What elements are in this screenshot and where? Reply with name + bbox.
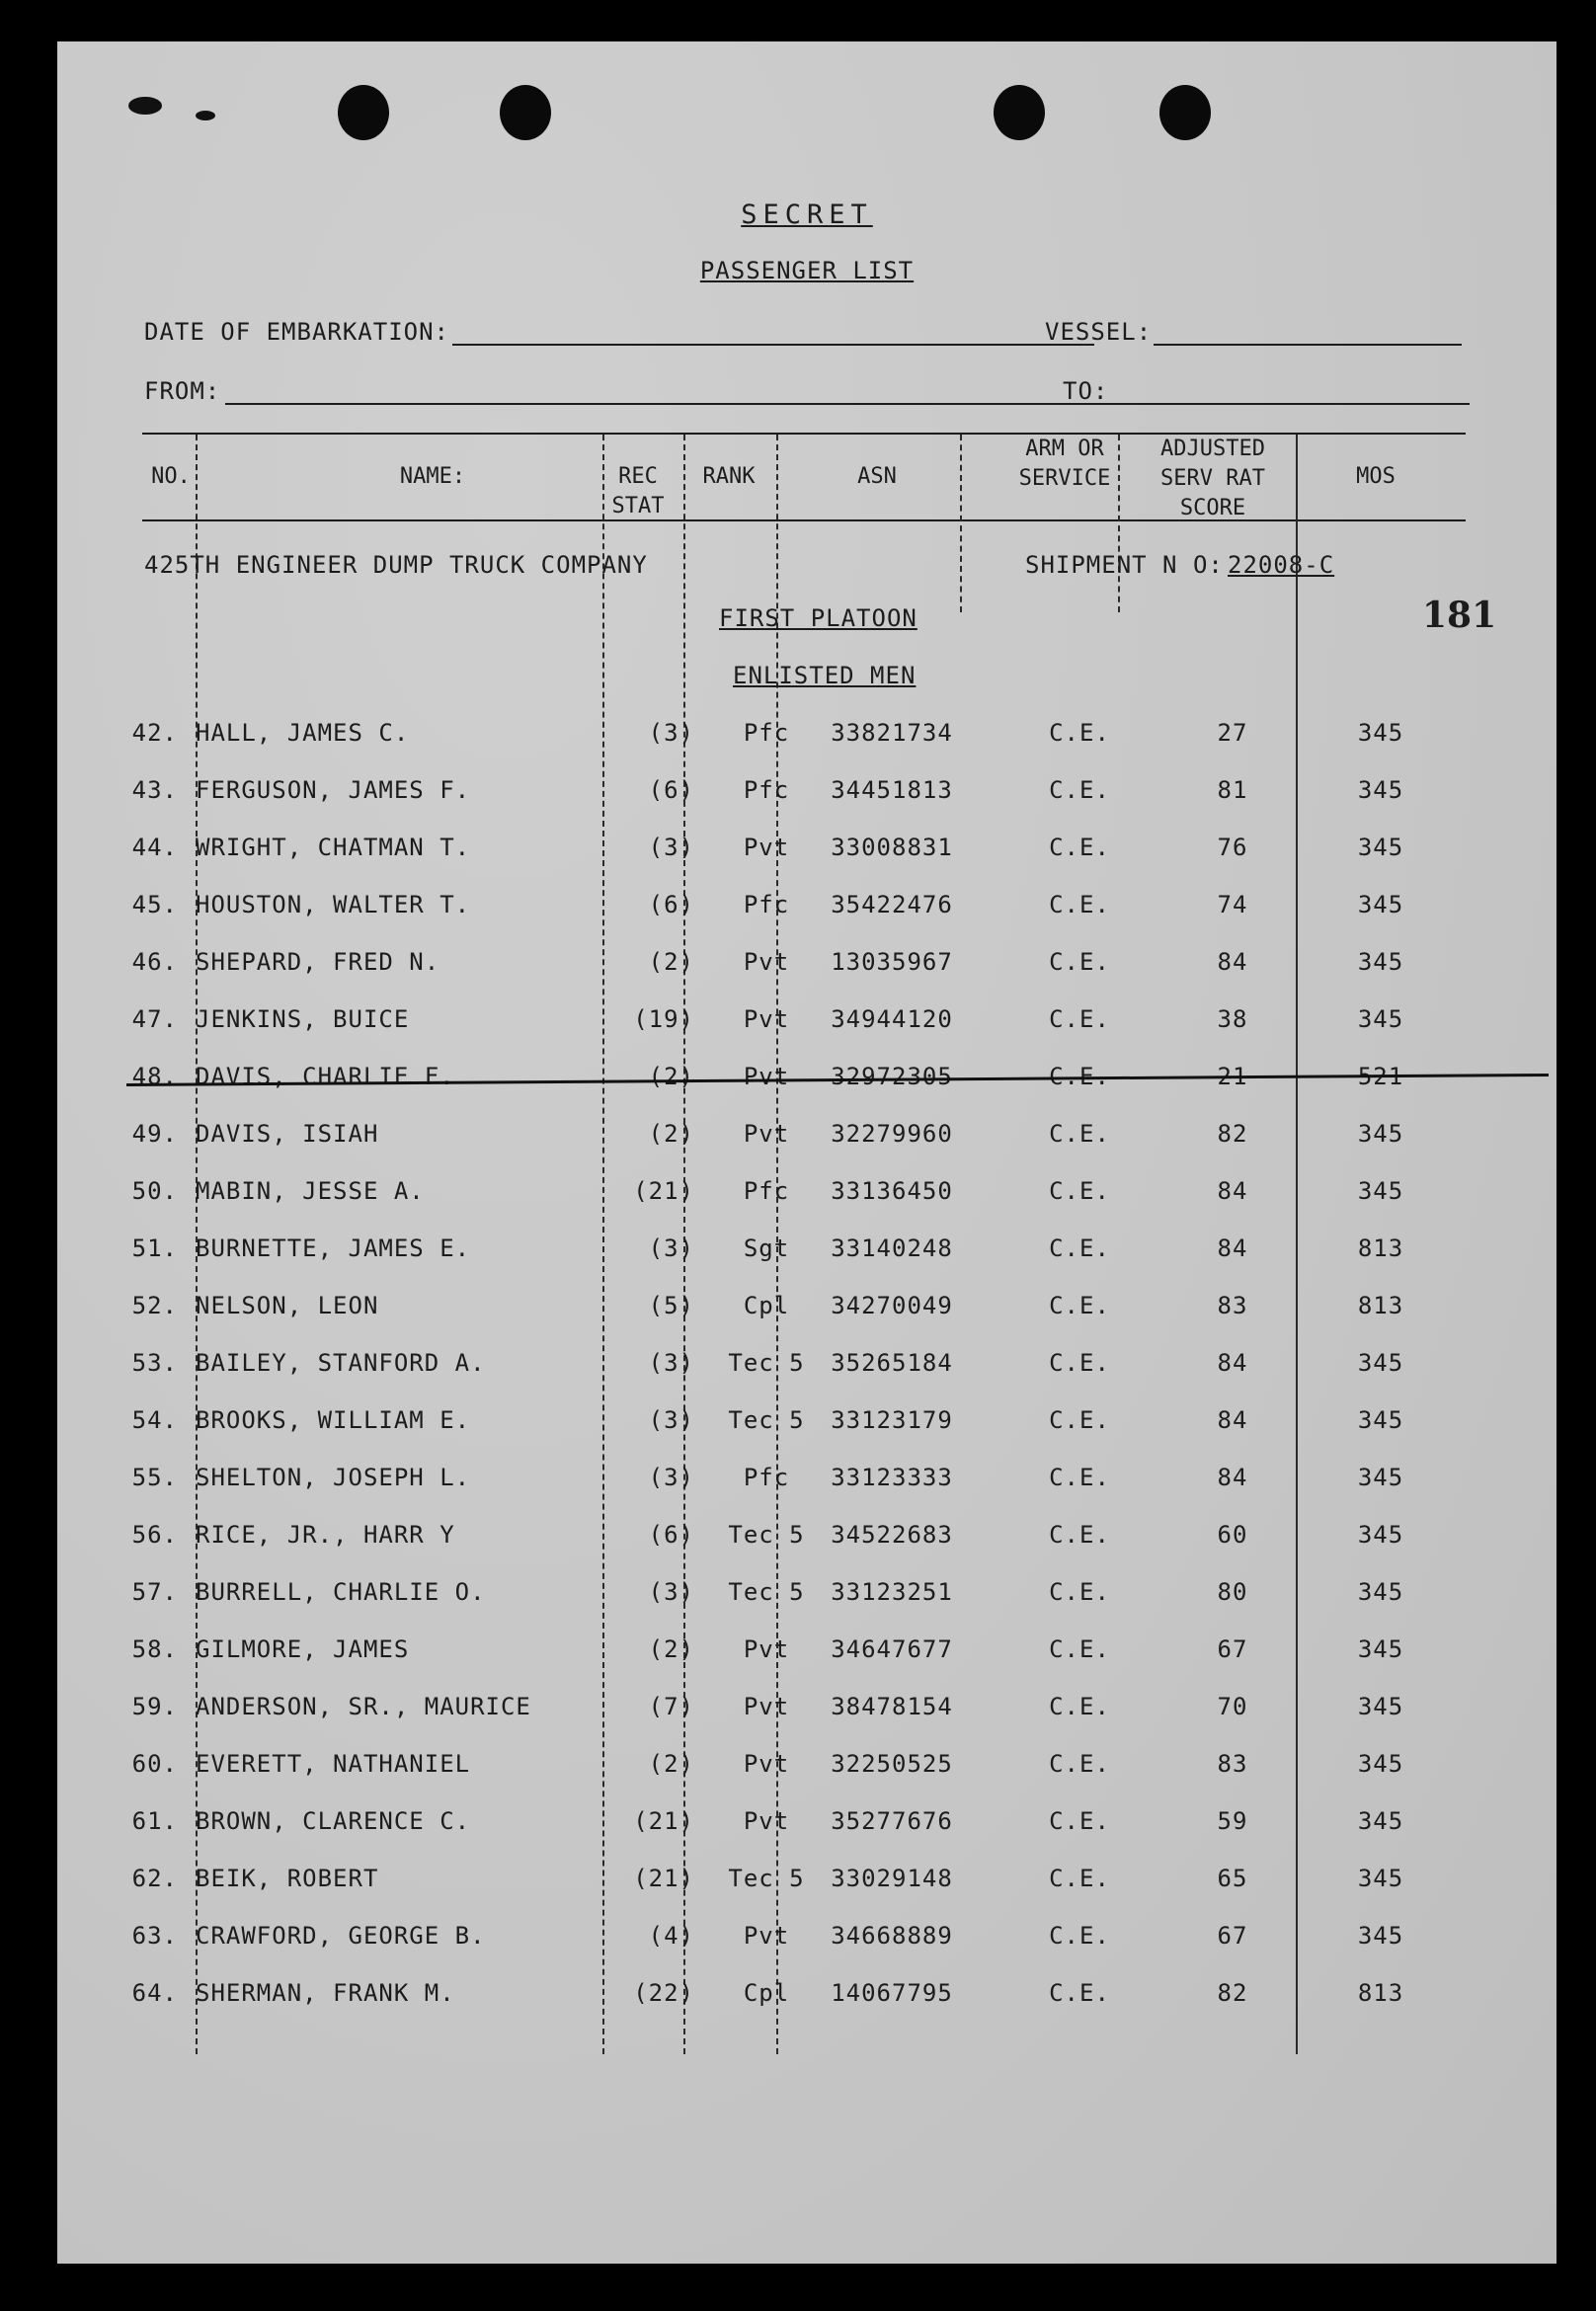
cell-rank: Tec 5: [728, 1406, 805, 1434]
table-row: [57, 1865, 1556, 1904]
cell-no: 61.: [131, 1807, 178, 1835]
binder-hole: [338, 85, 389, 140]
cell-name: BURNETTE, JAMES E.: [196, 1235, 471, 1262]
shipment-number: 22008-C: [1228, 551, 1335, 579]
cell-rec: (3): [648, 1349, 694, 1377]
table-row: [57, 1635, 1556, 1675]
cell-asn: 13035967: [831, 948, 953, 976]
cell-asn: 33029148: [831, 1865, 953, 1892]
table-row: [57, 1979, 1556, 2019]
cell-rank: Cpl: [743, 1292, 790, 1319]
cell-no: 44.: [131, 834, 178, 861]
cell-rank: Pvt: [743, 1635, 790, 1663]
binder-hole: [500, 85, 551, 140]
subsection-heading: ENLISTED MEN: [733, 662, 917, 689]
cell-score: 83: [1217, 1750, 1248, 1778]
cell-rank: Pfc: [743, 891, 790, 918]
cell-asn: 33136450: [831, 1177, 953, 1205]
table-row: [57, 1521, 1556, 1560]
cell-rank: Pvt: [743, 1750, 790, 1778]
cell-asn: 33008831: [831, 834, 953, 861]
cell-score: 84: [1217, 1177, 1248, 1205]
ink-smudge: [128, 97, 162, 115]
cell-rank: Tec 5: [728, 1349, 805, 1377]
cell-mos: 813: [1357, 1235, 1404, 1262]
cell-score: 74: [1217, 891, 1248, 918]
vessel-label: VESSEL:: [1045, 318, 1153, 346]
cell-score: 80: [1217, 1578, 1248, 1606]
cell-name: WRIGHT, CHATMAN T.: [196, 834, 471, 861]
section-heading: FIRST PLATOON: [719, 604, 918, 632]
cell-rec: (7): [648, 1693, 694, 1720]
cell-no: 58.: [131, 1635, 178, 1663]
table-row: [57, 1177, 1556, 1217]
cell-arm: C.E.: [1049, 1865, 1110, 1892]
cell-name: FERGUSON, JAMES F.: [196, 776, 471, 804]
cell-score: 21: [1217, 1063, 1248, 1090]
col-divider: [960, 435, 962, 612]
cell-rec: (3): [648, 834, 694, 861]
cell-rank: Tec 5: [728, 1521, 805, 1549]
cell-name: BROOKS, WILLIAM E.: [196, 1406, 471, 1434]
cell-asn: 35277676: [831, 1807, 953, 1835]
cell-name: EVERETT, NATHANIEL: [196, 1750, 471, 1778]
cell-rec: (5): [648, 1292, 694, 1319]
table-row: [57, 1578, 1556, 1618]
cell-mos: 813: [1357, 1979, 1404, 2007]
cell-name: BURRELL, CHARLIE O.: [196, 1578, 486, 1606]
cell-arm: C.E.: [1049, 1292, 1110, 1319]
cell-asn: 14067795: [831, 1979, 953, 2007]
cell-no: 60.: [131, 1750, 178, 1778]
cell-no: 45.: [131, 891, 178, 918]
cell-score: 84: [1217, 1406, 1248, 1434]
cell-score: 59: [1217, 1807, 1248, 1835]
table-row: [57, 1292, 1556, 1331]
cell-asn: 34270049: [831, 1292, 953, 1319]
cell-score: 27: [1217, 719, 1248, 747]
cell-name: SHERMAN, FRANK M.: [196, 1979, 455, 2007]
cell-name: GILMORE, JAMES: [196, 1635, 410, 1663]
cell-rec: (2): [648, 1750, 694, 1778]
table-row: [57, 948, 1556, 988]
table-row: [57, 1922, 1556, 1961]
cell-no: 46.: [131, 948, 178, 976]
cell-score: 84: [1217, 1235, 1248, 1262]
to-blank-line: [1104, 403, 1470, 405]
cell-rec: (3): [648, 1235, 694, 1262]
cell-score: 38: [1217, 1005, 1248, 1033]
cell-arm: C.E.: [1049, 1063, 1110, 1090]
cell-asn: 33123333: [831, 1464, 953, 1491]
cell-rank: Pfc: [743, 776, 790, 804]
cell-rank: Pvt: [743, 1063, 790, 1090]
date-label: DATE OF EMBARKATION:: [144, 318, 449, 346]
table-row: [57, 1464, 1556, 1503]
cell-rank: Tec 5: [728, 1578, 805, 1606]
cell-mos: 345: [1357, 1177, 1404, 1205]
cell-mos: 345: [1357, 1406, 1404, 1434]
cell-name: HOUSTON, WALTER T.: [196, 891, 471, 918]
cell-asn: 33123251: [831, 1578, 953, 1606]
cell-rec: (22): [633, 1979, 694, 2007]
cell-no: 56.: [131, 1521, 178, 1549]
cell-no: 50.: [131, 1177, 178, 1205]
cell-asn: 35265184: [831, 1349, 953, 1377]
col-header-no: NO.: [151, 464, 191, 489]
cell-arm: C.E.: [1049, 776, 1110, 804]
cell-asn: 33123179: [831, 1406, 953, 1434]
table-row: [57, 1693, 1556, 1732]
cell-arm: C.E.: [1049, 1979, 1110, 2007]
cell-asn: 34451813: [831, 776, 953, 804]
cell-mos: 345: [1357, 1464, 1404, 1491]
document-page: [57, 41, 1556, 2264]
cell-asn: 34944120: [831, 1005, 953, 1033]
cell-score: 82: [1217, 1979, 1248, 2007]
cell-no: 62.: [131, 1865, 178, 1892]
cell-no: 63.: [131, 1922, 178, 1950]
cell-rec: (2): [648, 1120, 694, 1148]
cell-arm: C.E.: [1049, 1922, 1110, 1950]
cell-arm: C.E.: [1049, 1406, 1110, 1434]
col-header-name: NAME:: [399, 464, 466, 489]
classification-title: SECRET: [741, 199, 873, 230]
cell-name: SHELTON, JOSEPH L.: [196, 1464, 471, 1491]
cell-name: SHEPARD, FRED N.: [196, 948, 440, 976]
cell-mos: 813: [1357, 1292, 1404, 1319]
table-row: [57, 1120, 1556, 1159]
cell-score: 84: [1217, 1464, 1248, 1491]
to-label: TO:: [1063, 377, 1109, 405]
cell-no: 51.: [131, 1235, 178, 1262]
cell-arm: C.E.: [1049, 948, 1110, 976]
shipment-label: SHIPMENT N O:: [1025, 551, 1224, 579]
cell-score: 83: [1217, 1292, 1248, 1319]
cell-no: 55.: [131, 1464, 178, 1491]
cell-rank: Sgt: [743, 1235, 790, 1262]
cell-name: BROWN, CLARENCE C.: [196, 1807, 471, 1835]
unit-name: 425TH ENGINEER DUMP TRUCK COMPANY: [144, 551, 648, 579]
cell-name: JENKINS, BUICE: [196, 1005, 410, 1033]
cell-rank: Pvt: [743, 834, 790, 861]
from-blank-line: [225, 403, 1114, 405]
cell-rec: (3): [648, 1406, 694, 1434]
ink-smudge: [196, 111, 215, 120]
cell-no: 64.: [131, 1979, 178, 2007]
cell-name: DAVIS, CHARLIE F.: [196, 1063, 455, 1090]
cell-name: BAILEY, STANFORD A.: [196, 1349, 486, 1377]
cell-name: MABIN, JESSE A.: [196, 1177, 425, 1205]
cell-asn: 32279960: [831, 1120, 953, 1148]
cell-mos: 345: [1357, 1578, 1404, 1606]
cell-mos: 345: [1357, 1693, 1404, 1720]
cell-score: 76: [1217, 834, 1248, 861]
cell-arm: C.E.: [1049, 1521, 1110, 1549]
cell-score: 84: [1217, 1349, 1248, 1377]
cell-rank: Pvt: [743, 1807, 790, 1835]
page-number: 181: [1422, 595, 1497, 636]
cell-rank: Tec 5: [728, 1865, 805, 1892]
table-row: [57, 891, 1556, 930]
cell-rank: Pvt: [743, 1005, 790, 1033]
cell-mos: 345: [1357, 1120, 1404, 1148]
cell-arm: C.E.: [1049, 891, 1110, 918]
cell-arm: C.E.: [1049, 1693, 1110, 1720]
cell-mos: 345: [1357, 1349, 1404, 1377]
table-row: [57, 1349, 1556, 1389]
cell-arm: C.E.: [1049, 834, 1110, 861]
table-row: [57, 1063, 1556, 1102]
cell-arm: C.E.: [1049, 1635, 1110, 1663]
cell-asn: 33140248: [831, 1235, 953, 1262]
cell-name: NELSON, LEON: [196, 1292, 379, 1319]
table-row: [57, 834, 1556, 873]
col-header-rank: RANK: [702, 464, 756, 489]
cell-mos: 345: [1357, 1922, 1404, 1950]
date-blank-line: [452, 344, 1094, 346]
cell-asn: 33821734: [831, 719, 953, 747]
cell-name: HALL, JAMES C.: [196, 719, 410, 747]
col-header-score: ADJUSTED SERV RAT SCORE: [1160, 437, 1265, 520]
cell-no: 47.: [131, 1005, 178, 1033]
cell-no: 52.: [131, 1292, 178, 1319]
cell-no: 42.: [131, 719, 178, 747]
cell-mos: 345: [1357, 948, 1404, 976]
cell-mos: 345: [1357, 834, 1404, 861]
cell-asn: 32972305: [831, 1063, 953, 1090]
cell-rec: (19): [633, 1005, 694, 1033]
cell-mos: 345: [1357, 1750, 1404, 1778]
table-row: [57, 1235, 1556, 1274]
binder-hole: [1159, 85, 1211, 140]
cell-mos: 345: [1357, 1635, 1404, 1663]
table-row: [57, 1807, 1556, 1847]
cell-rec: (3): [648, 1578, 694, 1606]
cell-rank: Cpl: [743, 1979, 790, 2007]
vessel-blank-line: [1154, 344, 1462, 346]
cell-score: 81: [1217, 776, 1248, 804]
cell-mos: 345: [1357, 719, 1404, 747]
col-header-arm: ARM OR SERVICE: [1018, 437, 1111, 491]
cell-rec: (2): [648, 1635, 694, 1663]
from-label: FROM:: [144, 377, 221, 405]
cell-arm: C.E.: [1049, 1177, 1110, 1205]
cell-rank: Pvt: [743, 1120, 790, 1148]
cell-no: 53.: [131, 1349, 178, 1377]
cell-rec: (3): [648, 719, 694, 747]
cell-asn: 35422476: [831, 891, 953, 918]
cell-score: 70: [1217, 1693, 1248, 1720]
cell-asn: 34647677: [831, 1635, 953, 1663]
cell-mos: 345: [1357, 891, 1404, 918]
table-row: [57, 776, 1556, 816]
cell-asn: 32250525: [831, 1750, 953, 1778]
cell-rec: (21): [633, 1807, 694, 1835]
cell-arm: C.E.: [1049, 1120, 1110, 1148]
cell-no: 43.: [131, 776, 178, 804]
cell-arm: C.E.: [1049, 1750, 1110, 1778]
cell-rank: Pvt: [743, 1922, 790, 1950]
cell-rec: (6): [648, 891, 694, 918]
cell-arm: C.E.: [1049, 1349, 1110, 1377]
cell-name: CRAWFORD, GEORGE B.: [196, 1922, 486, 1950]
cell-arm: C.E.: [1049, 1807, 1110, 1835]
cell-arm: C.E.: [1049, 1464, 1110, 1491]
cell-asn: 38478154: [831, 1693, 953, 1720]
cell-mos: 345: [1357, 1807, 1404, 1835]
document-title: PASSENGER LIST: [699, 257, 915, 284]
cell-rec: (6): [648, 776, 694, 804]
col-header-mos: MOS: [1356, 464, 1396, 489]
cell-no: 48.: [131, 1063, 178, 1090]
table-row: [57, 1406, 1556, 1446]
col-header-asn: ASN: [857, 464, 897, 489]
col-divider: [1118, 435, 1120, 612]
cell-rec: (6): [648, 1521, 694, 1549]
cell-rank: Pfc: [743, 1464, 790, 1491]
cell-name: ANDERSON, SR., MAURICE: [196, 1693, 531, 1720]
cell-mos: 345: [1357, 1005, 1404, 1033]
cell-no: 49.: [131, 1120, 178, 1148]
cell-rec: (2): [648, 1063, 694, 1090]
cell-score: 82: [1217, 1120, 1248, 1148]
cell-score: 67: [1217, 1922, 1248, 1950]
cell-arm: C.E.: [1049, 1235, 1110, 1262]
cell-mos: 345: [1357, 1865, 1404, 1892]
cell-name: BEIK, ROBERT: [196, 1865, 379, 1892]
cell-rank: Pfc: [743, 1177, 790, 1205]
table-row: [57, 1750, 1556, 1790]
cell-asn: 34522683: [831, 1521, 953, 1549]
cell-rec: (2): [648, 948, 694, 976]
cell-arm: C.E.: [1049, 1578, 1110, 1606]
cell-no: 57.: [131, 1578, 178, 1606]
cell-rank: Pfc: [743, 719, 790, 747]
table-row: [57, 719, 1556, 758]
cell-name: DAVIS, ISIAH: [196, 1120, 379, 1148]
cell-rec: (21): [633, 1177, 694, 1205]
cell-rec: (4): [648, 1922, 694, 1950]
cell-rank: Pvt: [743, 1693, 790, 1720]
cell-score: 84: [1217, 948, 1248, 976]
table-row: [57, 1005, 1556, 1045]
cell-rec: (21): [633, 1865, 694, 1892]
cell-mos: 345: [1357, 1521, 1404, 1549]
cell-no: 59.: [131, 1693, 178, 1720]
cell-score: 67: [1217, 1635, 1248, 1663]
binder-hole: [994, 85, 1045, 140]
cell-mos: 521: [1357, 1063, 1404, 1090]
cell-arm: C.E.: [1049, 1005, 1110, 1033]
cell-rank: Pvt: [743, 948, 790, 976]
cell-mos: 345: [1357, 776, 1404, 804]
cell-arm: C.E.: [1049, 719, 1110, 747]
cell-score: 65: [1217, 1865, 1248, 1892]
cell-asn: 34668889: [831, 1922, 953, 1950]
cell-rec: (3): [648, 1464, 694, 1491]
cell-no: 54.: [131, 1406, 178, 1434]
cell-name: RICE, JR., HARR Y: [196, 1521, 455, 1549]
cell-score: 60: [1217, 1521, 1248, 1549]
col-header-rec: REC STAT: [611, 464, 665, 518]
